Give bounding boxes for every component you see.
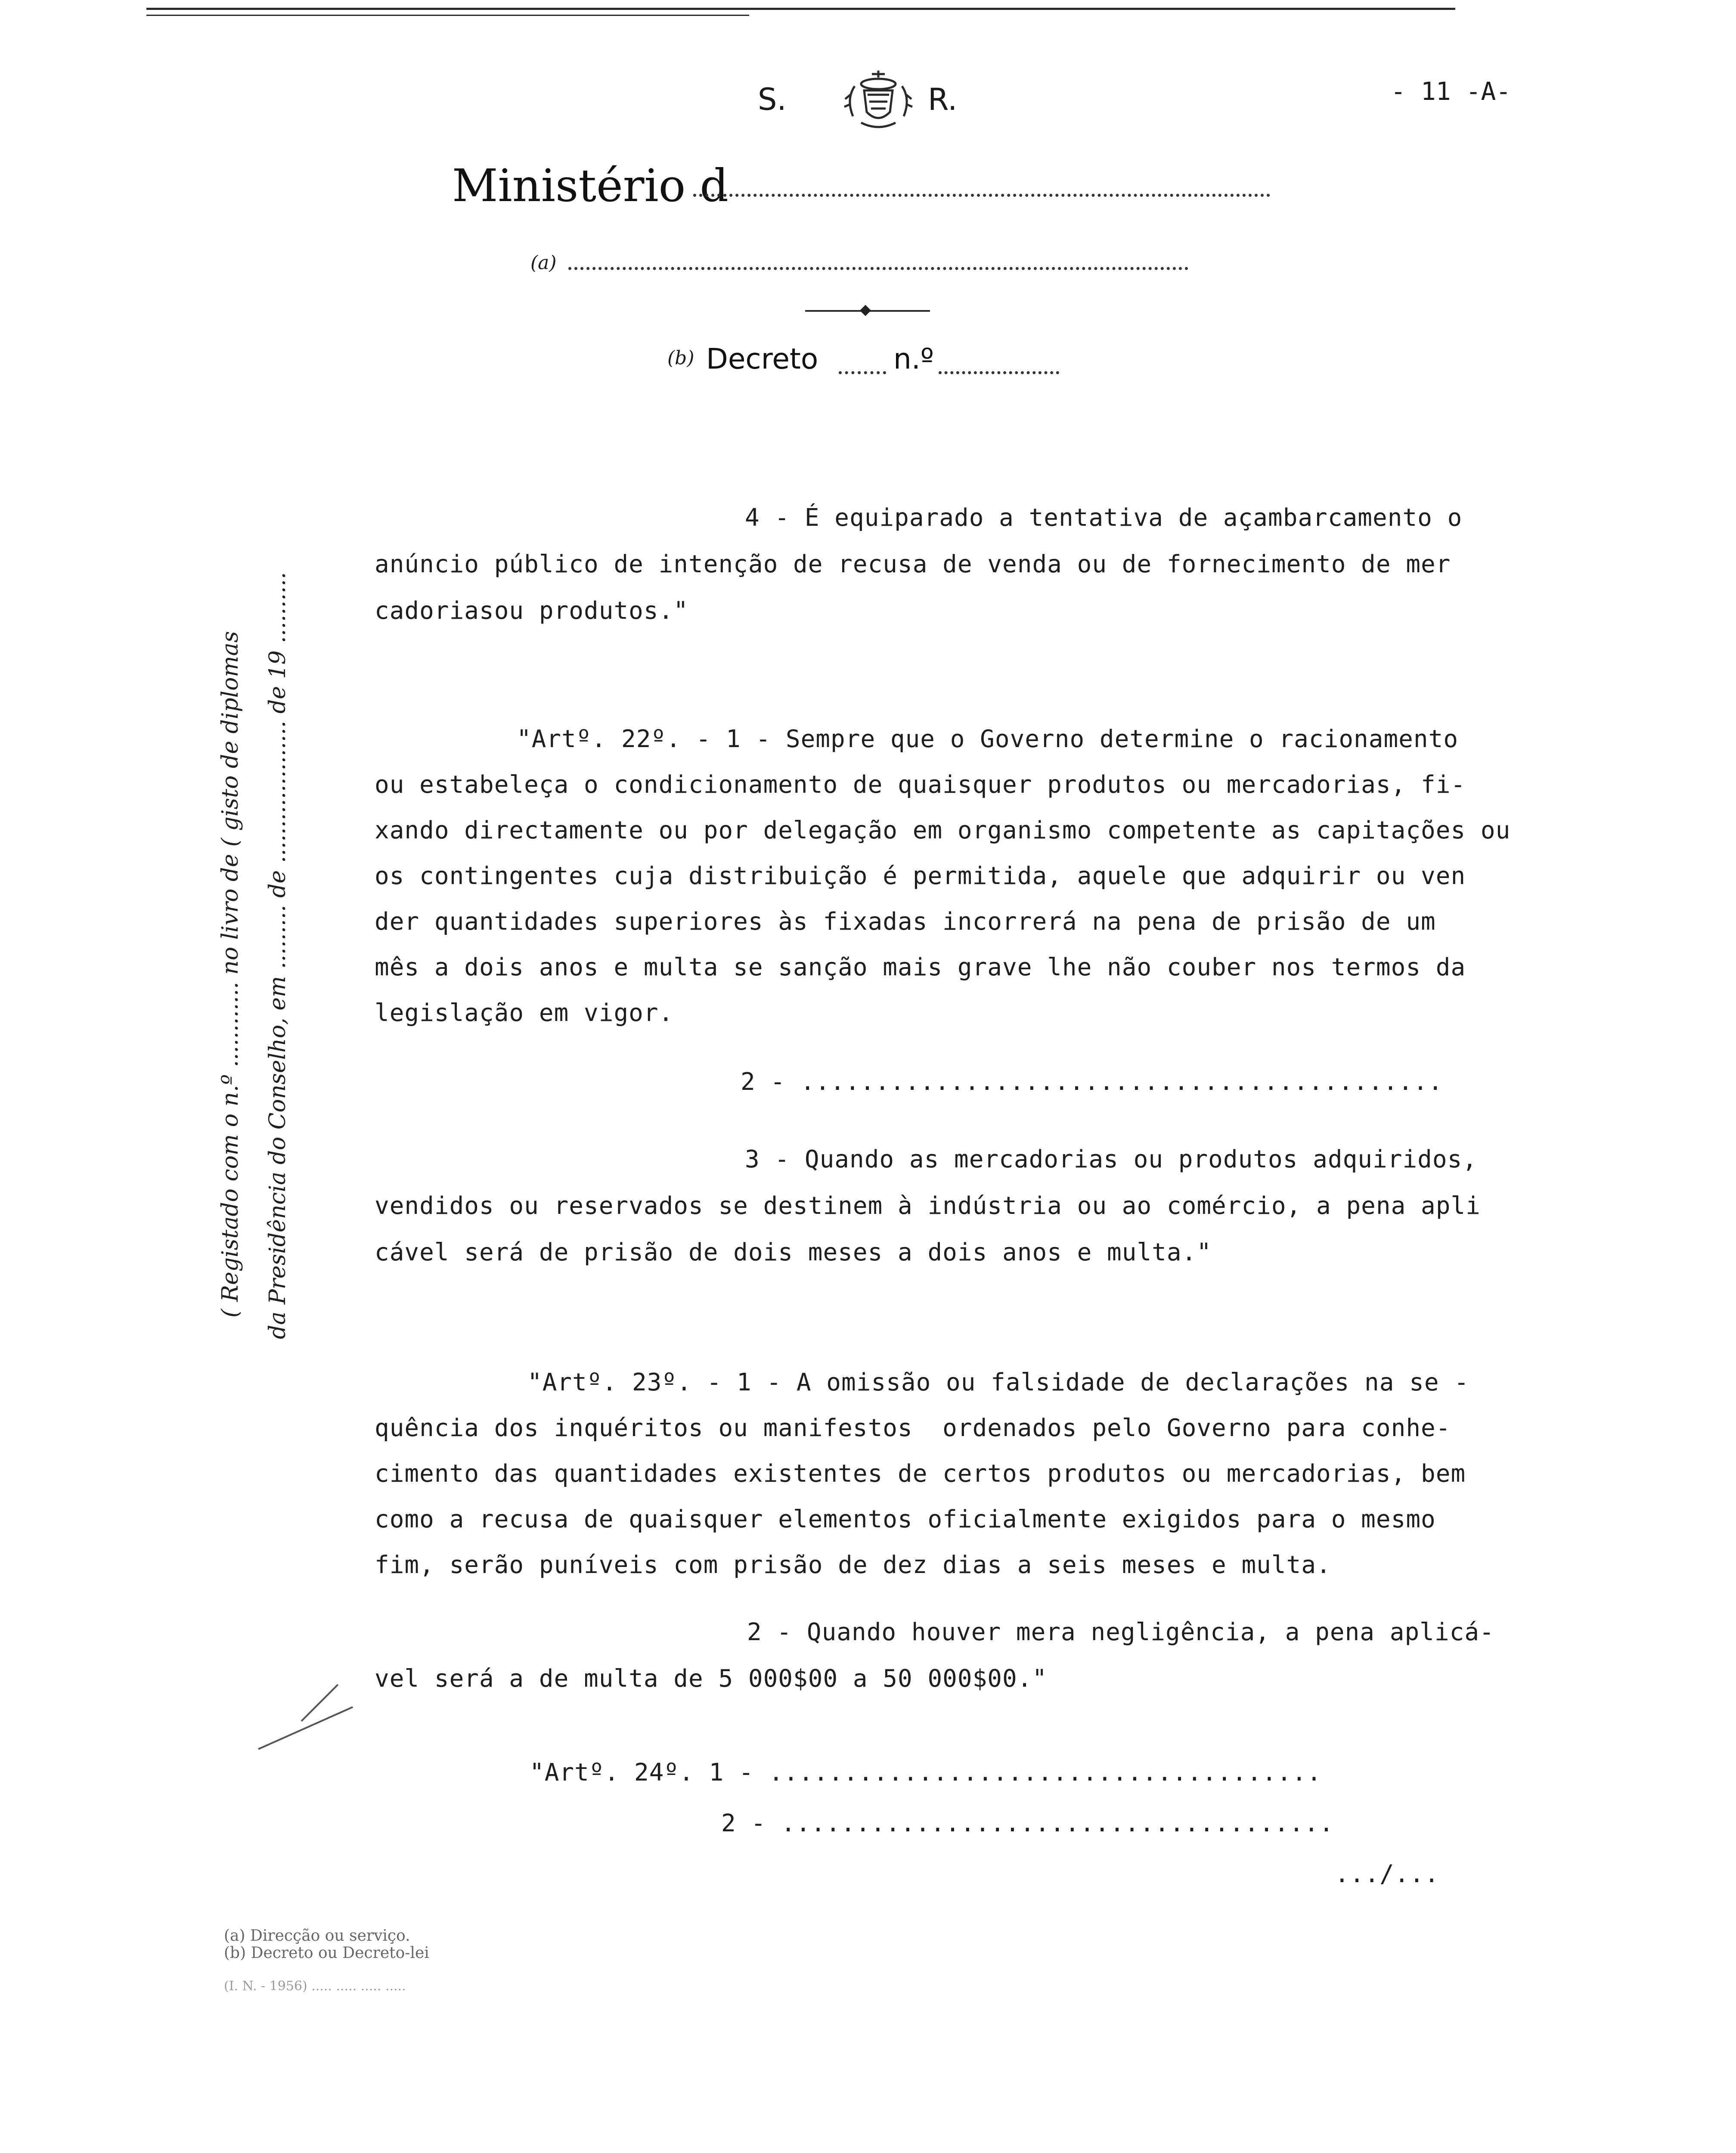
text-line: cadoriasou produtos." bbox=[375, 597, 689, 625]
top-rule-thin bbox=[146, 15, 749, 16]
text-line: der quantidades superiores às fixadas incorrerá na pena de prisão de um bbox=[375, 908, 1436, 936]
diamond-ornament-icon bbox=[859, 304, 872, 317]
letter-r: R. bbox=[928, 82, 958, 117]
margin-registration-line: da Presidência do Conselho, em ......... de .................... de 19 .......... bbox=[265, 572, 291, 1339]
continuation-mark: .../... bbox=[1335, 1860, 1440, 1888]
text-line: 4 - É equiparado a tentativa de açambarcamento o bbox=[745, 504, 1463, 532]
text-line: ou estabeleça o condicionamento de quaisquer produtos ou mercadorias, fi- bbox=[375, 771, 1466, 799]
decreto-dotted-line bbox=[839, 371, 886, 374]
text-line: 2 - Quando houver mera negligência, a pena aplicá- bbox=[747, 1618, 1494, 1646]
numero-dotted-line bbox=[939, 371, 1059, 374]
text-line: cimento das quantidades existentes de certos produtos ou mercadorias, bem bbox=[375, 1460, 1466, 1488]
text-line: anúncio público de intenção de recusa de venda ou de fornecimento de mer bbox=[375, 550, 1451, 578]
top-rule bbox=[146, 8, 1455, 10]
text-line: fim, serão puníveis com prisão de dez dias a seis meses e multa. bbox=[375, 1551, 1331, 1579]
text-line: como a recusa de quaisquer elementos oficialmente exigidos para o mesmo bbox=[375, 1505, 1436, 1533]
text-line: "Artº. 22º. - 1 - Sempre que o Governo determine o racionamento bbox=[517, 725, 1459, 753]
footer-note-a: (a) Direcção ou serviço. bbox=[224, 1927, 410, 1945]
a-label: (a) bbox=[530, 252, 557, 274]
numero-label: n.º bbox=[893, 342, 934, 375]
margin-registration-line: ( Registado com o n.º ............ no livro de ( gisto de diplomas bbox=[217, 631, 243, 1318]
text-line: 2 - ..................................... bbox=[721, 1809, 1334, 1837]
ministerio-heading: Ministério d bbox=[452, 159, 728, 212]
text-line: vendidos ou reservados se destinem à indústria ou ao comércio, a pena apli bbox=[375, 1192, 1481, 1220]
page-number: - 11 -A- bbox=[1391, 77, 1511, 106]
pencil-stroke bbox=[258, 1706, 353, 1750]
text-line: cável será de prisão de dois meses a dois anos e multa." bbox=[375, 1238, 1212, 1266]
text-line: 2 - ........................................... bbox=[741, 1068, 1443, 1096]
text-line: "Artº. 23º. - 1 - A omissão ou falsidade de declarações na se - bbox=[527, 1368, 1469, 1396]
footer-imprint: (I. N. - 1956) ..... ..... ..... ..... bbox=[224, 1979, 406, 1994]
text-line: quência dos inquéritos ou manifestos ordenados pelo Governo para conhe- bbox=[375, 1414, 1451, 1442]
footer-note-b: (b) Decreto ou Decreto-lei bbox=[224, 1944, 429, 1962]
letter-s: S. bbox=[758, 82, 787, 117]
a-dotted-line bbox=[568, 267, 1188, 270]
b-label: (b) bbox=[667, 347, 694, 369]
text-line: os contingentes cuja distribuição é permitida, aquele que adquirir ou ven bbox=[375, 862, 1466, 890]
text-line: xando directamente ou por delegação em organismo competente as capitações ou bbox=[375, 816, 1511, 844]
decreto-label: Decreto bbox=[706, 342, 818, 375]
text-line: legislação em vigor. bbox=[375, 999, 674, 1027]
text-line: mês a dois anos e multa se sanção mais grave lhe não couber nos termos da bbox=[375, 953, 1466, 981]
coat-of-arms-icon bbox=[837, 69, 919, 133]
ministerio-dotted-line bbox=[693, 194, 1270, 197]
text-line: vel será a de multa de 5 000$00 a 50 000$00." bbox=[375, 1665, 1048, 1693]
text-line: 3 - Quando as mercadorias ou produtos adquiridos, bbox=[745, 1145, 1478, 1173]
text-line: "Artº. 24º. 1 - ..................................... bbox=[530, 1759, 1322, 1787]
